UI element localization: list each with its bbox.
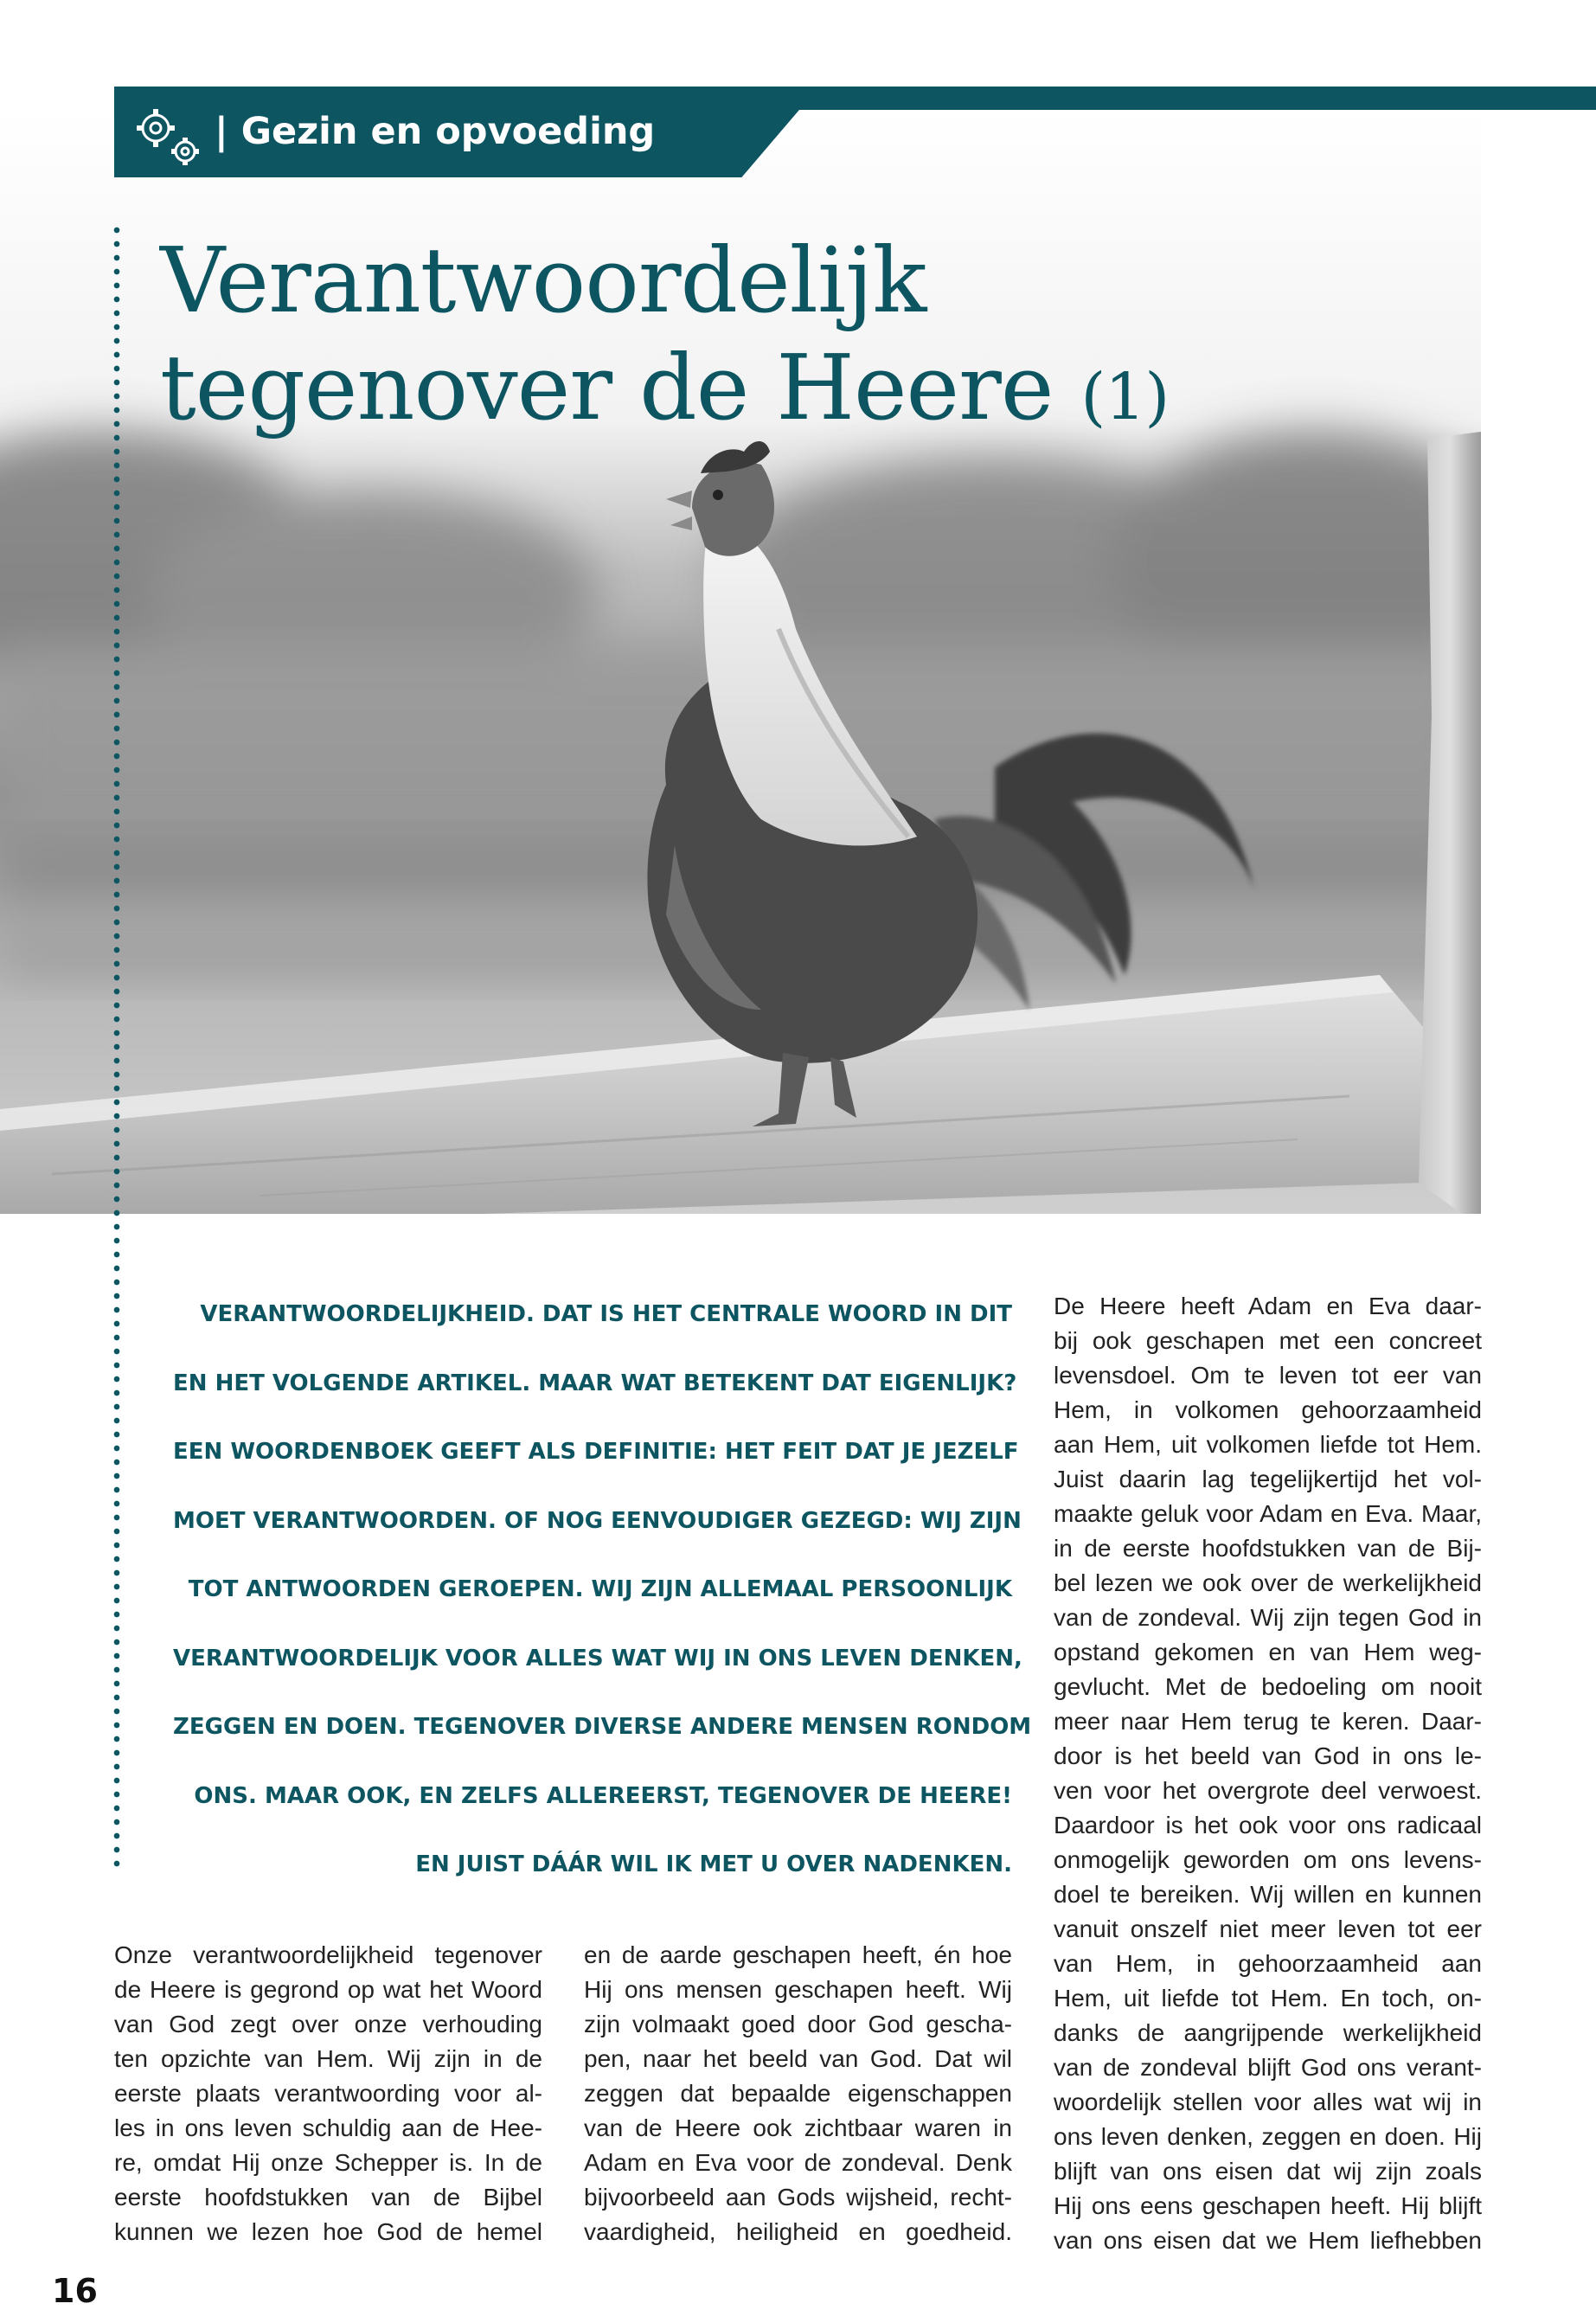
body-line: doel te bereiken. Wij willen en kunnen (1054, 1881, 1482, 1908)
body-line: maakte geluk voor Adam en Eva. Maar, (1054, 1500, 1482, 1527)
intro-line: EN JUIST DÁÁR WIL IK MET U OVER NADENKEN. (415, 1851, 1012, 1877)
body-line: vaardigheid, heiligheid en goedheid. (584, 2218, 1012, 2245)
body-line: vanuit onszelf niet meer leven tot eer (1054, 1915, 1482, 1942)
dotted-margin-rule (113, 223, 120, 1867)
body-line: onmogelijk geworden om ons levens- (1054, 1846, 1482, 1873)
body-line: van de zondeval blijft God ons verant- (1054, 2054, 1482, 2081)
intro-line: EEN WOORDENBOEK GEEFT ALS DEFINITIE: HET FEIT DAT JE JEZELF (173, 1439, 1019, 1465)
section-label (215, 106, 655, 157)
body-line: van de Heere ook zichtbaar waren in (584, 2114, 1012, 2141)
intro-line: VERANTWOORDELIJK VOOR ALLES WAT WIJ IN ONS LEVEN DENKEN, (173, 1645, 1022, 1672)
body-column-2 (584, 1938, 1012, 2249)
body-line: aan Hem, uit volkomen liefde tot Hem. (1054, 1431, 1482, 1458)
header-rule (774, 87, 1596, 110)
body-line: blijft van ons eisen dat wij zijn zoals (1054, 2158, 1482, 2185)
page-number: 16 (52, 2272, 98, 2310)
body-line: van de zondeval. Wij zijn tegen God in (1054, 1604, 1482, 1631)
body-line: Hij ons eens geschapen heeft. Hij blijft (1054, 2192, 1482, 2219)
body-line: pen, naar het beeld van God. Dat wil (584, 2045, 1012, 2072)
intro-line: EN HET VOLGENDE ARTIKEL. MAAR WAT BETEKENT DAT EIGENLIJK? (173, 1370, 1017, 1396)
intro-line: TOT ANTWOORDEN GEROEPEN. WIJ ZIJN ALLEMAAL PERSOONLIJK (188, 1576, 1012, 1602)
body-line: danks de aangrijpende werkelijkheid (1054, 2019, 1482, 2046)
body-line: bel lezen we ook over de werkelijkheid (1054, 1569, 1482, 1596)
body-line: Adam en Eva voor de zondeval. Denk (584, 2149, 1012, 2176)
body-column-3 (1054, 1289, 1482, 2258)
body-line: Daardoor is het ook voor ons radicaal (1054, 1812, 1482, 1838)
section-separator: | (215, 110, 241, 153)
body-line: van God zegt over onze verhouding (114, 2011, 542, 2037)
body-line: ten opzichte van Hem. Wij zijn in de (114, 2045, 542, 2072)
article-title (160, 227, 1169, 451)
body-line: les in ons leven schuldig aan de Hee- (114, 2114, 542, 2141)
body-line: de Heere is gegrond op wat het Woord (114, 1976, 542, 2003)
body-line: van Hem, in gehoorzaamheid aan (1054, 1950, 1482, 1977)
title-line-2: tegenover de Heere (160, 335, 1054, 440)
title-part-number: (1) (1080, 360, 1170, 434)
body-column-1 (114, 1938, 542, 2249)
body-line: ven voor het overgrote deel verwoest. (1054, 1777, 1482, 1804)
intro-paragraph (173, 1280, 1032, 1900)
body-line: Juist daarin lag tegelijkertijd het vol- (1054, 1466, 1482, 1492)
body-line: woordelijk stellen voor alles wat wij in (1054, 2089, 1482, 2115)
body-line: Onze verantwoordelijkheid tegenover (114, 1941, 542, 1968)
body-line: Hij ons mensen geschapen heeft. Wij (584, 1976, 1012, 2003)
body-line: ons leven denken, zeggen en doen. Hij (1054, 2123, 1482, 2150)
intro-line: ZEGGEN EN DOEN. TEGENOVER DIVERSE ANDERE MENSEN RONDOM (173, 1714, 1032, 1740)
body-line: De Heere heeft Adam en Eva daar- (1054, 1293, 1482, 1319)
body-line: re, omdat Hij onze Schepper is. In de (114, 2149, 542, 2176)
intro-line: MOET VERANTWOORDEN. OF NOG EENVOUDIGER GEZEGD: WIJ ZIJN (173, 1507, 1022, 1534)
gears-icon (130, 104, 208, 169)
intro-line: ONS. MAAR OOK, EN ZELFS ALLEREERST, TEGENOVER DE HEERE! (194, 1782, 1012, 1809)
body-line: bijvoorbeeld aan Gods wijsheid, recht- (584, 2184, 1012, 2211)
body-line: bij ook geschapen met een concreet (1054, 1327, 1482, 1354)
body-line: door is het beeld van God in ons le- (1054, 1742, 1482, 1769)
body-line: eerste hoofdstukken van de Bijbel (114, 2184, 542, 2211)
body-line: Hem, uit liefde tot Hem. En toch, on- (1054, 1985, 1482, 2012)
body-line: en de aarde geschapen heeft, én hoe (584, 1941, 1012, 1968)
body-line: gevlucht. Met de bedoeling om nooit (1054, 1673, 1482, 1700)
body-line: meer naar Hem terug te keren. Daar- (1054, 1708, 1482, 1735)
body-line: opstand gekomen en van Hem weg- (1054, 1639, 1482, 1665)
body-line: kunnen we lezen hoe God de hemel (114, 2218, 542, 2245)
body-line: zijn volmaakt goed door God gescha- (584, 2011, 1012, 2037)
body-line: eerste plaats verantwoording voor al- (114, 2080, 542, 2107)
intro-line: VERANTWOORDELIJKHEID. DAT IS HET CENTRALE WOORD IN DIT (200, 1301, 1012, 1327)
body-line: Hem, in volkomen gehoorzaamheid (1054, 1396, 1482, 1423)
section-title: Gezin en opvoeding (240, 110, 656, 153)
body-line: in de eerste hoofdstukken van de Bij- (1054, 1535, 1482, 1562)
body-line: van ons eisen dat we Hem liefhebben (1054, 2227, 1482, 2254)
body-line: zeggen dat bepaalde eigenschappen (584, 2080, 1012, 2107)
body-line: levensdoel. Om te leven tot eer van (1054, 1362, 1482, 1389)
title-line-1: Verantwoordelijk (160, 228, 926, 333)
